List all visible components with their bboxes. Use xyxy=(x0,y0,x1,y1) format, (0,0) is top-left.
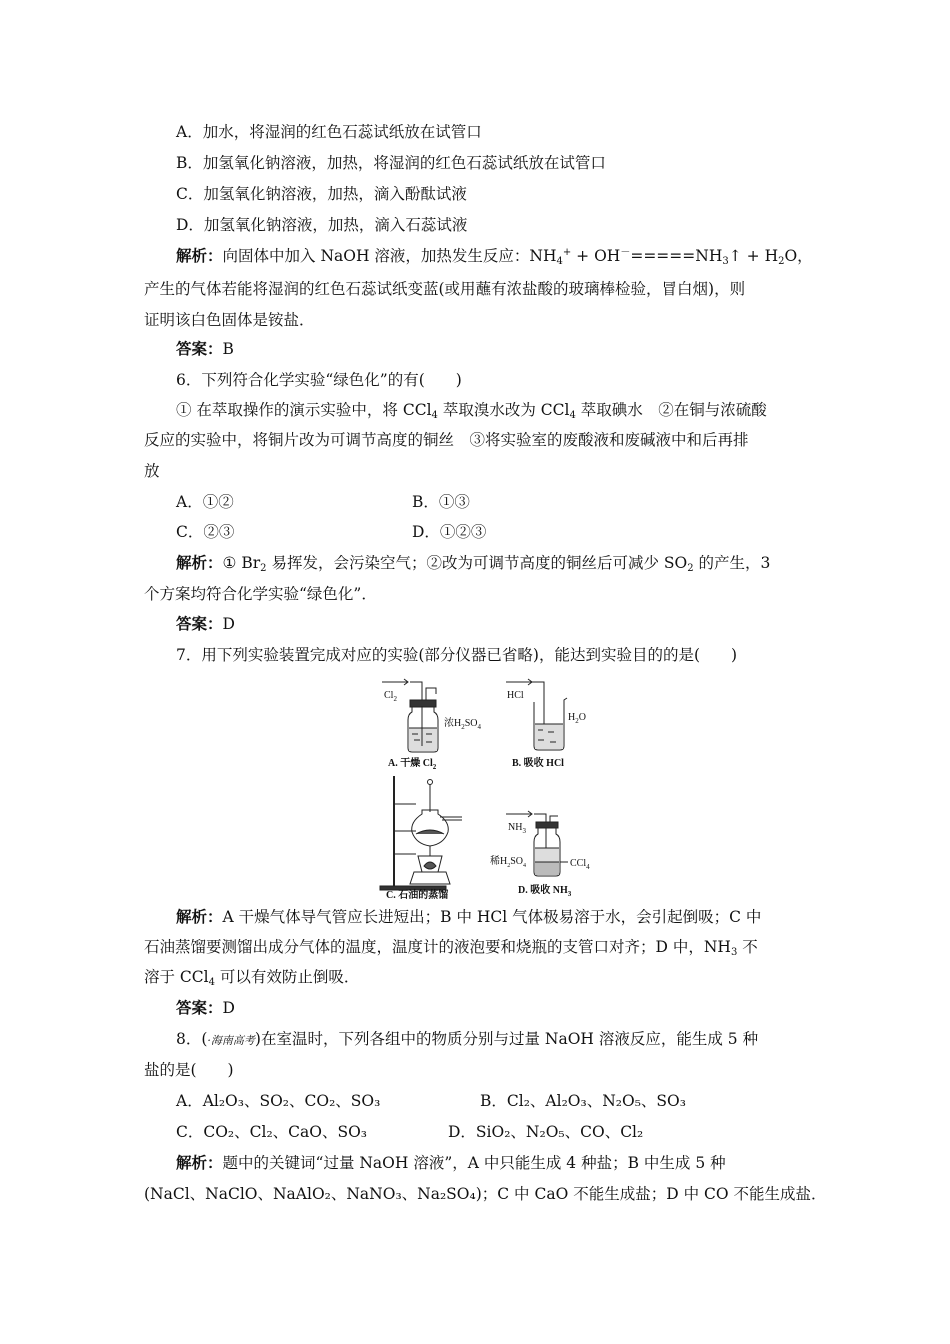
q6-body-line-1: ① 在萃取操作的演示实验中，将 CCl$_4$ 萃取溴水改为 CCl$_4$ 萃取碘水 ②在铜与浓硫酸 xyxy=(176,401,767,421)
q8-stem-line-2: 盐的是( ) xyxy=(144,1061,234,1079)
analysis-label: 解析： xyxy=(176,246,223,265)
q5-option-a: A．加水，将湿润的红色石蕊试纸放在试管口 xyxy=(176,123,482,141)
q7-analysis-line-1: 解析：A 干燥气体导气管应长进短出；B 中 HCl 气体极易溶于水，会引起倒吸；C 中 xyxy=(176,907,762,926)
apparatus-d-gas-label: $NH_3$ xyxy=(508,822,526,835)
q5-analysis-line-3: 证明该白色固体是铵盐． xyxy=(144,311,315,329)
q5-analysis-line-2: 产生的气体若能将湿润的红色石蕊试纸变蓝(或用蘸有浓盐酸的玻璃棒检验，冒白烟)，则 xyxy=(144,280,746,298)
apparatus-a-caption: A. 干燥 $Cl_2$ xyxy=(388,758,437,771)
q7-analysis-line-3: 溶于 CCl$_4$ 可以有效防止倒吸． xyxy=(144,968,360,988)
apparatus-d-left-label: 稀$H_2SO_4$ xyxy=(490,856,527,869)
q5-option-c: C．加氢氧化钠溶液，加热，滴入酚酞试液 xyxy=(176,185,467,203)
q8-stem: 8．(·海南高考)在室温时，下列各组中的物质分别与过量 NaOH 溶液反应，能生成 5 种 xyxy=(176,1030,759,1048)
apparatus-d-right-label: CCl$_4$ xyxy=(570,858,590,871)
q7-answer: 答案：D xyxy=(176,998,235,1017)
q8-option-d: D．SiO₂、N₂O₅、CO、Cl₂ xyxy=(448,1123,644,1141)
q6-option-a: A．①② xyxy=(176,493,234,511)
q8-analysis-line-2: (NaCl、NaClO、NaAlO₂、NaNO₃、Na₂SO₄)；C 中 CaO 不能生成盐；D 中 CO 不能生成盐． xyxy=(144,1185,827,1203)
apparatus-a-liquid-label: 浓$H_2SO_4$ xyxy=(444,718,482,731)
q5-option-b: B．加氢氧化钠溶液，加热，将湿润的红色石蕊试纸放在试管口 xyxy=(176,154,606,172)
apparatus-b-caption: B. 吸收 HCl xyxy=(512,758,564,769)
q5-option-d: D．加氢氧化钠溶液，加热，滴入石蕊试液 xyxy=(176,216,468,234)
q8-option-c: C．CO₂、Cl₂、CaO、SO₃ xyxy=(176,1123,368,1141)
q6-option-d: D．①②③ xyxy=(412,523,487,541)
q6-body-line-2: 反应的实验中，将铜片改为可调节高度的铜丝 ③将实验室的废酸液和废碱液中和后再排 xyxy=(144,431,749,449)
apparatus-a xyxy=(382,679,482,771)
q6-analysis-line-1: 解析：① $Br_2$ 易挥发，会污染空气；②改为可调节高度的铜丝后可减少 $SO_2$ 的产生，3 xyxy=(176,553,771,574)
q8-analysis-line-1: 解析：题中的关键词“过量 NaOH 溶液”，A 中只能生成 4 种盐；B 中生成 5 种 xyxy=(176,1153,726,1172)
q6-option-c: C．②③ xyxy=(176,523,235,541)
q5-answer: 答案：B xyxy=(176,339,234,358)
q6-stem: 6．下列符合化学实验“绿色化”的有( ) xyxy=(176,371,462,389)
apparatus-b-liquid-label: $H_2O$ xyxy=(568,712,586,725)
q6-analysis-line-2: 个方案均符合化学实验“绿色化”． xyxy=(144,585,377,603)
q5-analysis-line-1: 解析：向固体中加入 NaOH 溶液，加热发生反应：$NH_4^+$ + $OH^-=====NH_3↑ + H_2O$， xyxy=(176,246,813,267)
source-tag: ·海南高考 xyxy=(207,1034,255,1047)
apparatus-a-gas-label: $Cl_2$ xyxy=(384,690,397,703)
q6-option-b: B．①③ xyxy=(412,493,470,511)
q7-analysis-line-2: 石油蒸馏要测馏出成分气体的温度，温度计的液泡要和烧瓶的支管口对齐；D 中，$NH_3$ 不 xyxy=(144,938,758,958)
q7-stem: 7．用下列实验装置完成对应的实验(部分仪器已省略)，能达到实验目的的是( ) xyxy=(176,646,738,664)
q6-answer: 答案：D xyxy=(176,614,235,633)
apparatus-d-caption: D. 吸收 $NH_3$ xyxy=(518,885,572,898)
apparatus-b-gas-label: HCl xyxy=(507,690,524,701)
apparatus-d xyxy=(490,811,590,898)
apparatus-figure xyxy=(370,676,610,900)
q6-body-line-3: 放 xyxy=(144,462,160,480)
apparatus-b xyxy=(506,679,586,769)
q8-option-b: B．Cl₂、Al₂O₃、N₂O₅、SO₃ xyxy=(480,1092,686,1110)
apparatus-c xyxy=(380,776,462,900)
q8-option-a: A．Al₂O₃、SO₂、CO₂、SO₃ xyxy=(176,1092,381,1110)
apparatus-c-caption: C. 石油的蒸馏 xyxy=(386,890,449,900)
